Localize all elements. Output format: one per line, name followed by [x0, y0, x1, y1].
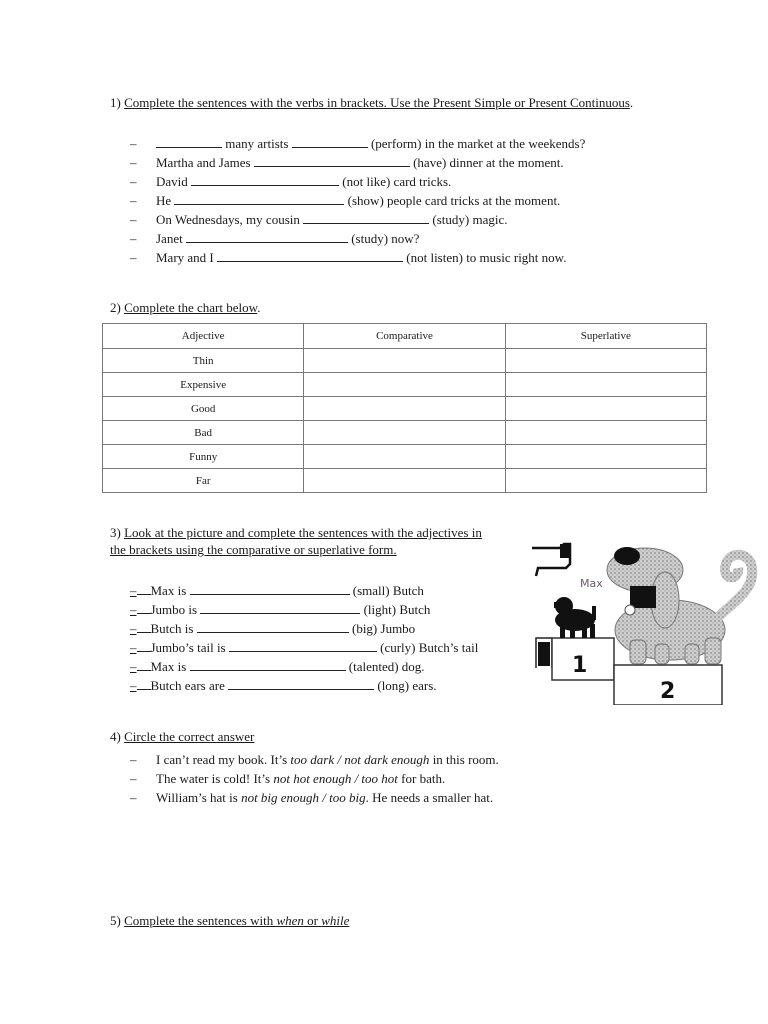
answer-blank[interactable] — [174, 193, 344, 205]
exercise-item — [130, 788, 499, 807]
superlative-cell[interactable] — [505, 421, 706, 445]
section-5-heading — [110, 912, 670, 929]
dash: – — [130, 678, 137, 693]
table-row — [103, 445, 707, 469]
sentence-text: (not listen) to music right now. — [403, 250, 567, 265]
sentence-text: Max is — [150, 659, 190, 674]
adjective-chart-table — [102, 323, 707, 493]
sentence-text: On Wednesdays, my cousin — [156, 212, 304, 227]
adjective-cell: Far — [103, 469, 304, 493]
dogs-podium-illustration — [530, 540, 765, 705]
section-instruction: Look at the picture and complete the sentences with the adjectives in the brackets using the comparative or superlative form. — [110, 525, 482, 557]
dash-bullet: – — [130, 155, 137, 170]
answer-blank[interactable] — [191, 174, 339, 186]
exercise-item — [130, 638, 478, 657]
answer-blank-lead[interactable] — [137, 678, 151, 690]
answer-blank-lead[interactable] — [137, 659, 151, 671]
exercise-item — [130, 769, 499, 788]
answer-blank-lead[interactable] — [137, 640, 151, 652]
sentence-text: (study) magic. — [429, 212, 508, 227]
section-4-heading — [110, 728, 670, 745]
answer-blank[interactable] — [303, 212, 429, 224]
instruction-text: or — [303, 913, 322, 928]
superlative-cell[interactable] — [505, 469, 706, 493]
period: . — [629, 95, 634, 110]
answer-blank[interactable] — [190, 583, 350, 595]
exercise-item — [130, 581, 478, 600]
max-label: Max — [580, 577, 603, 590]
table-row — [103, 349, 707, 373]
podium-1-label: 1 — [572, 653, 588, 678]
dash: – — [130, 602, 137, 617]
answer-blank[interactable] — [217, 250, 403, 262]
exercise-item — [130, 750, 499, 769]
sentence-text: Butch is — [150, 621, 197, 636]
section-instruction: Circle the correct answer — [124, 729, 255, 744]
sentence-text: He — [156, 193, 175, 208]
table-row — [103, 421, 707, 445]
table-header-row — [103, 324, 707, 349]
dash: – — [130, 621, 137, 636]
section-number: 5) — [110, 913, 121, 928]
section-3-list — [130, 581, 478, 695]
sentence-text: (perform) in the market at the weekends? — [367, 136, 586, 151]
exercise-item — [130, 134, 585, 153]
answer-blank-lead[interactable] — [137, 602, 151, 614]
adjective-cell: Good — [103, 397, 304, 421]
dash-bullet: – — [130, 250, 137, 265]
sentence-text: (light) Butch — [360, 602, 431, 617]
sentence-text: (show) people card tricks at the moment. — [344, 193, 561, 208]
sentence-text: (not like) card tricks. — [339, 174, 452, 189]
adjective-cell: Thin — [103, 349, 304, 373]
dogs-podium-picture — [530, 540, 765, 705]
sentence-text: Butch ears are — [150, 678, 229, 693]
answer-blank[interactable] — [156, 136, 222, 148]
header-adjective: Adjective — [103, 324, 304, 349]
sentence-text: Mary and I — [156, 250, 218, 265]
section-instruction: Complete the chart below — [124, 300, 258, 315]
answer-choices[interactable]: too dark / not dark enough — [290, 752, 430, 767]
exercise-item — [130, 153, 585, 172]
dash: – — [130, 640, 137, 655]
exercise-item — [130, 657, 478, 676]
answer-blank[interactable] — [186, 231, 348, 243]
sentence-text: David — [156, 174, 192, 189]
section-4-list — [130, 750, 499, 807]
section-2-heading — [110, 299, 670, 316]
exercise-item — [130, 172, 585, 191]
instruction-text: Complete the sentences with — [124, 913, 277, 928]
sentence-text: . He needs a smaller hat. — [365, 790, 494, 805]
table-row — [103, 373, 707, 397]
answer-blank[interactable] — [200, 602, 360, 614]
comparative-cell[interactable] — [304, 349, 505, 373]
sentence-text: Martha and James — [156, 155, 254, 170]
exercise-item — [130, 248, 585, 267]
superlative-cell[interactable] — [505, 397, 706, 421]
dash-bullet: – — [130, 790, 137, 805]
superlative-cell[interactable] — [505, 445, 706, 469]
answer-blank[interactable] — [228, 678, 374, 690]
sentence-text: for bath. — [397, 771, 446, 786]
period: . — [257, 300, 261, 315]
exercise-item — [130, 600, 478, 619]
sentence-text: Jumbo’s tail is — [150, 640, 229, 655]
comparative-cell[interactable] — [304, 421, 505, 445]
section-3-heading — [110, 524, 500, 558]
exercise-item — [130, 676, 478, 695]
sentence-text: Max is — [150, 583, 190, 598]
dash-bullet: – — [130, 231, 137, 246]
section-1-list — [130, 134, 585, 267]
sentence-text: Janet — [156, 231, 186, 246]
exercise-item — [130, 191, 585, 210]
dash-bullet: – — [130, 136, 137, 151]
sentence-text: (small) Butch — [349, 583, 424, 598]
section-number: 2) — [110, 300, 121, 315]
answer-blank[interactable] — [292, 136, 368, 148]
sentence-text: (long) ears. — [374, 678, 437, 693]
dash-bullet: – — [130, 212, 137, 227]
dash: – — [130, 583, 137, 598]
sentence-text: (have) dinner at the moment. — [409, 155, 564, 170]
section-1-heading — [110, 94, 670, 111]
section-number: 1) — [110, 95, 121, 110]
comparative-cell[interactable] — [304, 469, 505, 493]
dash-bullet: – — [130, 193, 137, 208]
adjective-cell: Expensive — [103, 373, 304, 397]
sentence-text: (study) now? — [347, 231, 420, 246]
dash-bullet: – — [130, 174, 137, 189]
sentence-text: (big) Jumbo — [348, 621, 416, 636]
adjective-cell: Funny — [103, 445, 304, 469]
sentence-text: many artists — [222, 136, 292, 151]
podium-2-label: 2 — [660, 679, 676, 704]
section-number: 4) — [110, 729, 121, 744]
table-row — [103, 469, 707, 493]
dash-bullet: – — [130, 771, 137, 786]
sentence-text: William’s hat is — [156, 790, 242, 805]
comparative-cell[interactable] — [304, 445, 505, 469]
answer-blank-lead[interactable] — [137, 621, 151, 633]
exercise-item — [130, 229, 585, 248]
exercise-item — [130, 210, 585, 229]
header-superlative: Superlative — [505, 324, 706, 349]
sentence-text: in this room. — [429, 752, 499, 767]
header-comparative: Comparative — [304, 324, 505, 349]
answer-blank[interactable] — [229, 640, 377, 652]
comparative-cell[interactable] — [304, 373, 505, 397]
answer-blank[interactable] — [197, 621, 349, 633]
sentence-text: (talented) dog. — [345, 659, 425, 674]
dash-bullet: – — [130, 752, 137, 767]
dash: – — [130, 659, 137, 674]
sentence-text: Jumbo is — [150, 602, 201, 617]
answer-blank-lead[interactable] — [137, 583, 151, 595]
superlative-cell[interactable] — [505, 349, 706, 373]
answer-blank[interactable] — [190, 659, 346, 671]
sentence-text: (curly) Butch’s tail — [376, 640, 479, 655]
sentence-text: I can’t read my book. It’s — [156, 752, 291, 767]
adjective-cell: Bad — [103, 421, 304, 445]
answer-choices[interactable]: not hot enough / too hot — [273, 771, 398, 786]
section-number: 3) — [110, 525, 121, 540]
word-while: while — [321, 913, 350, 928]
superlative-cell[interactable] — [505, 373, 706, 397]
sentence-text: The water is cold! It’s — [156, 771, 274, 786]
comparative-cell[interactable] — [304, 397, 505, 421]
section-instruction: Complete the sentences with the verbs in brackets. Use the Present Simple or Present Continuous — [124, 95, 630, 110]
answer-choices[interactable]: not big enough / too big — [241, 790, 366, 805]
exercise-item — [130, 619, 478, 638]
section-instruction — [124, 913, 349, 928]
answer-blank[interactable] — [254, 155, 410, 167]
word-when: when — [276, 913, 304, 928]
table-row — [103, 397, 707, 421]
